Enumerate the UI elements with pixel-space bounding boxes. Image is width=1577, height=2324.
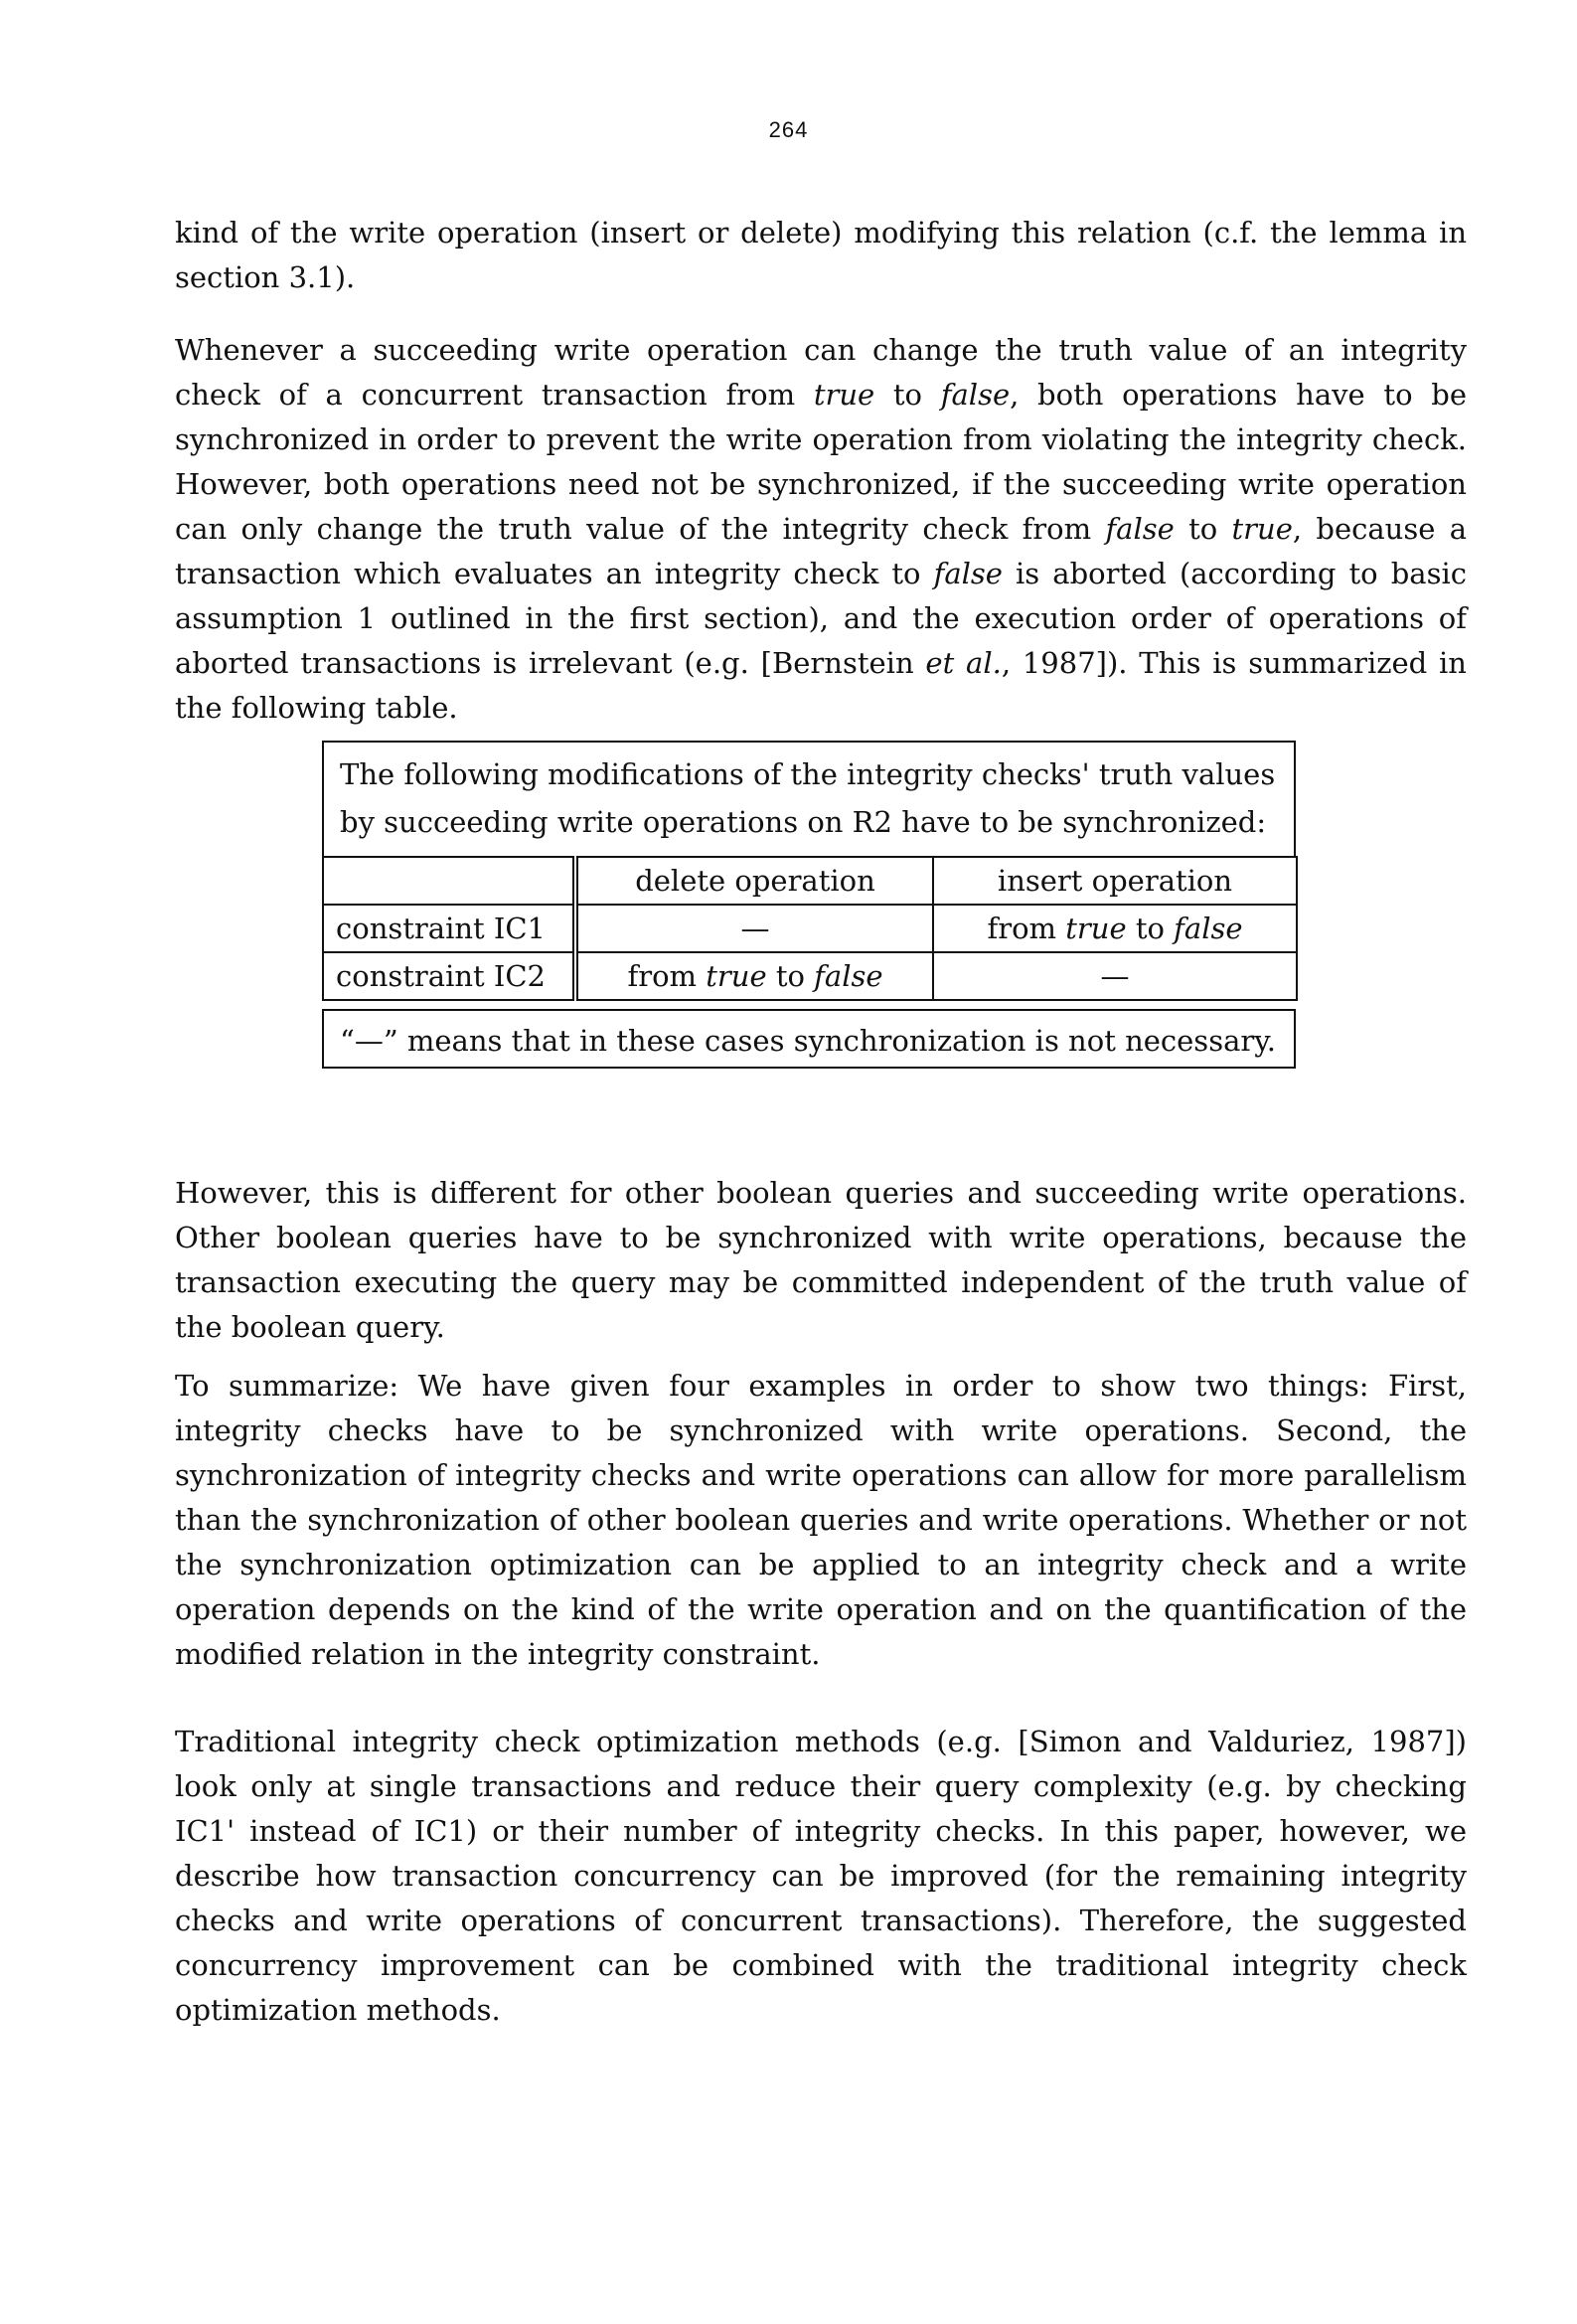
paragraph-4: To summarize: We have given four examples in order to show two things: First, integrity checks have to be synchronized with write operations. Second, the synchronization of integrity checks and write operations can allow for more parallelism than the synchronization of other boolean queries and write operations. Whether or not the synchronization optimization can be applied to an integrity check and a write operation depends on the kind of the write operation and on the quantification of the modified relation in the integrity constraint.: [175, 1369, 1467, 1671]
cell-text: to: [766, 959, 815, 993]
cell-ic2-delete: [575, 952, 933, 1000]
page-number: 264: [768, 117, 809, 142]
table-header-row: [323, 857, 1297, 905]
italic-false: false: [933, 557, 1003, 590]
table-note: “—” means that in these cases synchronization is not necessary.: [322, 1009, 1296, 1069]
paragraph-2-text: , because a transaction which evaluates an integrity check to: [175, 512, 1467, 590]
paragraph-5: Traditional integrity check optimization methods (e.g. [Simon and Valduriez, 1987]) look only at single transactions and reduce their query complexity (e.g. by checking IC1' instead of IC1) or their number of integrity checks. In this paper, however, we describe how transaction concurrency can be improved (for the remaining integrity checks and write operations of concurrent transactions). Therefore, the suggested concurrency improvement can be combined with the traditional integrity check optimization methods.: [175, 1725, 1467, 2027]
row-label-ic1: constraint IC1: [323, 905, 575, 952]
cell-ic1-insert: [933, 905, 1297, 952]
synchronization-table: [322, 856, 1298, 1001]
row-label-ic2: constraint IC2: [323, 952, 575, 1000]
paragraph-3: However, this is different for other boolean queries and succeeding write operations. Other boolean queries have to be synchronized with write operations, because the transaction executing the query may be committed independent of the truth value of the boolean query.: [175, 1176, 1467, 1344]
table-row: [323, 952, 1297, 1000]
cell-text: to: [1126, 912, 1175, 945]
paragraph-2-text: to: [1174, 512, 1232, 546]
cell-text: from: [987, 912, 1066, 945]
italic-true: true: [1231, 512, 1293, 546]
italic-false: false: [1174, 912, 1243, 945]
italic-true: true: [813, 378, 875, 412]
paragraph-2: [175, 328, 1467, 731]
cell-ic2-insert: —: [933, 952, 1297, 1000]
paragraph-2-text: is aborted (according to basic assumption 1 outlined in the first section), and the execution order of operations of aborted transactions is irrelevant (e.g. [Bernstein: [175, 557, 1467, 680]
italic-et-al: et al.: [925, 646, 1002, 680]
paragraph-2-text: Whenever a succeeding write operation can change the truth value of an integrity check of a concurrent transaction from: [175, 333, 1467, 412]
paragraph-2-text: , both operations have to be synchronized in order to prevent the write operation from violating the integrity check. However, both operations need not be synchronized, if the succeeding write operation can only change the truth value of the integrity check from: [175, 378, 1467, 546]
italic-true: true: [706, 959, 767, 993]
italic-true: true: [1065, 912, 1127, 945]
paragraph-2-text: to: [874, 378, 941, 412]
table-caption: The following modifications of the integrity checks' truth values by succeeding write operations on R2 have to be synchronized:: [322, 741, 1296, 856]
cell-ic1-delete: —: [575, 905, 933, 952]
italic-false: false: [1105, 512, 1175, 546]
table-row: [323, 905, 1297, 952]
italic-false: false: [940, 378, 1011, 412]
header-insert-operation: insert operation: [933, 857, 1297, 905]
paragraph-1: kind of the write operation (insert or delete) modifying this relation (c.f. the lemma in section 3.1).: [175, 216, 1467, 294]
header-delete-operation: delete operation: [575, 857, 933, 905]
italic-false: false: [814, 959, 883, 993]
table-corner-cell: [323, 857, 575, 905]
cell-text: from: [627, 959, 707, 993]
paragraph-2-text: , 1987]). This is summarized in the following table.: [175, 646, 1467, 725]
